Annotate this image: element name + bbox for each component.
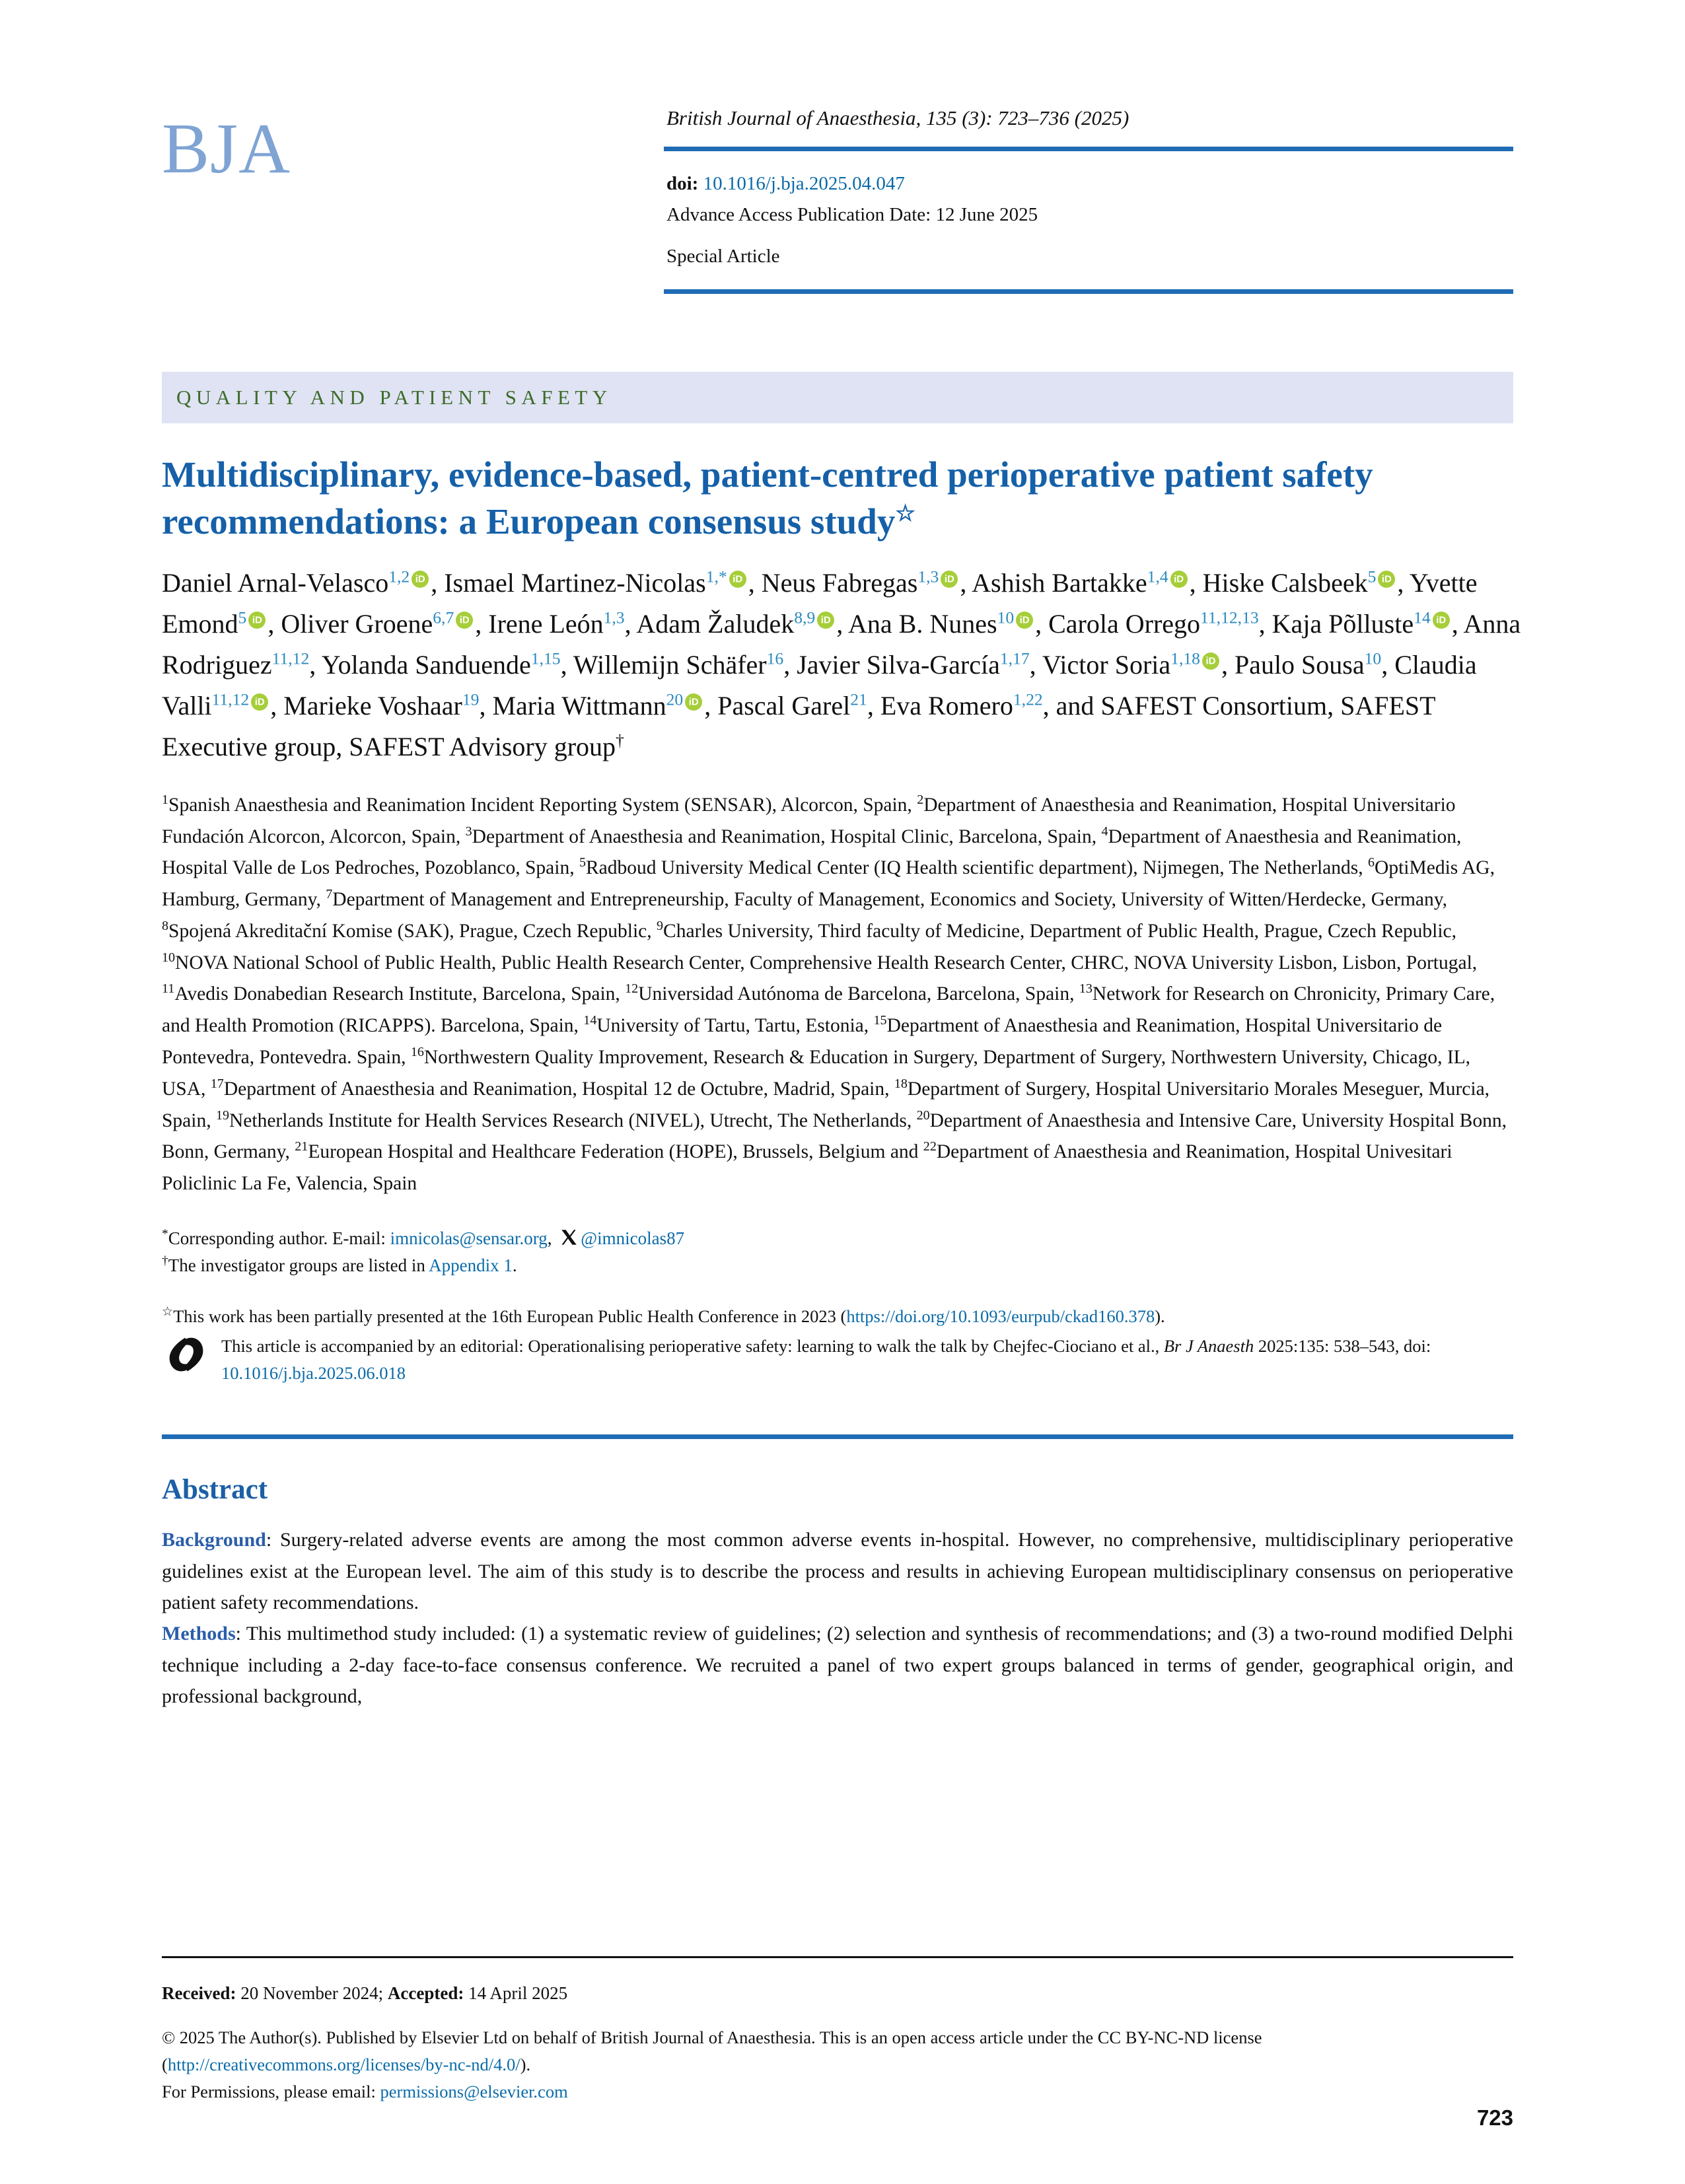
- author-separator: ,: [1381, 649, 1395, 680]
- author-name: Ashish Bartakke: [972, 567, 1147, 598]
- affiliation-marker: 17: [210, 1076, 224, 1091]
- author-entry: [636, 609, 848, 639]
- doi-link[interactable]: 10.1016/j.bja.2025.04.047: [703, 172, 905, 194]
- investigator-groups-line: [162, 1252, 1523, 1279]
- author-affiliation-marker: 21: [850, 689, 867, 709]
- author-entry: [492, 691, 717, 721]
- abstract-body: [162, 1524, 1513, 1712]
- affiliation-marker: 21: [295, 1139, 308, 1154]
- orcid-icon[interactable]: [251, 693, 268, 711]
- editorial-sentence: This article is accompanied by an editorial: Operationalising perioperative safety: learning to walk the talk by Chejfec-Ciociano et al.,: [221, 1336, 1164, 1356]
- author-name: Paulo Sousa: [1234, 649, 1365, 680]
- orcid-icon[interactable]: [1016, 612, 1033, 629]
- affiliation-marker: 4: [1101, 824, 1108, 839]
- author-name: Ana B. Nunes: [848, 608, 997, 639]
- linked-article-icon: [162, 1333, 209, 1382]
- section-category-label: QUALITY AND PATIENT SAFETY: [176, 385, 612, 409]
- author-separator: ,: [624, 608, 637, 639]
- abstract-background-label: Background: [162, 1529, 266, 1551]
- author-name: Maria Wittmann: [492, 690, 666, 721]
- affiliation-marker: 10: [162, 950, 176, 965]
- corresponding-author-label: Corresponding author. E-mail:: [168, 1228, 390, 1248]
- affiliation-marker: 19: [215, 1108, 229, 1123]
- author-affiliation-marker: 1,*: [705, 567, 727, 586]
- affiliation-marker: 8: [162, 919, 169, 934]
- author-name: Marieke Voshaar: [283, 690, 462, 721]
- journal-citation: British Journal of Anaesthesia, 135 (3): 723–736 (2025): [666, 106, 1129, 129]
- author-entry: [283, 691, 492, 721]
- header-rule-top: [664, 147, 1513, 151]
- author-entry: [322, 650, 573, 680]
- doi-label: doi:: [666, 172, 699, 194]
- editorial-journal-name: Br J Anaesth: [1163, 1336, 1254, 1356]
- author-separator: ,: [1451, 608, 1464, 639]
- copyright-line: © 2025 The Author(s). Published by Elsevier Ltd on behalf of British Journal of Anaesthesia. This is an open access article under the CC BY-NC-ND license: [162, 2027, 1262, 2047]
- author-entry: [762, 568, 972, 598]
- twitter-handle-link[interactable]: @imnicolas87: [581, 1228, 685, 1248]
- abstract-methods-text: : This multimethod study included: (1) a systematic review of guidelines; (2) selection and synthesis of recommendations; and (3) a two-round modified Delphi technique including a 2-day face-to-face consensus conference. We recruited a panel of two expert groups balanced in terms of gender, geographical origin, and professional background,: [162, 1623, 1513, 1708]
- author-affiliation-marker: 16: [766, 649, 784, 668]
- affiliation-marker: 18: [894, 1076, 908, 1091]
- author-name: Victor Soria: [1042, 649, 1171, 680]
- page-number: 723: [1476, 2105, 1513, 2130]
- article-title-text: Multidisciplinary, evidence-based, patient-centred perioperative patient safety recommendations: a European consensus study: [162, 454, 1373, 542]
- article-type: Special Article: [666, 245, 780, 267]
- license-link[interactable]: http://creativecommons.org/licenses/by-nc-nd/4.0/: [167, 2054, 520, 2074]
- copyright-block: [162, 2024, 1523, 2106]
- footer-divider: [162, 1956, 1513, 1958]
- affiliations-text: Spanish Anaesthesia and Reanimation Incident Reporting System (SENSAR), Alcorcon, Spain, $^2$Department of Anaesthesia and Reanimation, Hospital Universitario Fundación Alcorcon, Alcorcon, Spain, $^3$Department of Anaesthesia and Reanimation, Hospital Clinic, Barcelona, Spain, $^4$Department of Anaesthesia and Reanimation, Hospital Valle de Los Pedroches, Pozoblanco, Spain, $^5$Radboud University Medical Center (IQ Health scientific department), Nijmegen, The Netherlands, $^6$OptiMedis AG, Hamburg, Germany, $^7$Department of Management and Entrepreneurship, Faculty of Management, Economics and Society, University of Witten/Herdecke, Germany, $^8$Spojená Akreditační Komise (SAK), Prague, Czech Republic, $^9$Charles University, Third faculty of Medicine, Department of Public Health, Prague, Czech Republic, $^{10}$NOVA National School of Public Health, Public Health Research Center, Comprehensive Health Research Center, CHRC, NOVA University Lisbon, Lisbon, Portugal, $^{11}$Avedis Donabedian Research Institute, Barcelona, Spain, $^{12}$Universidad Autónoma de Barcelona, Barcelona, Spain, $^{13}$Network for Research on Chronicity, Primary Care, and Health Promotion (RICAPPS). Barcelona, Spain, $^{14}$University of Tartu, Tartu, Estonia, $^{15}$Department of Anaesthesia and Reanimation, Hospital Universitario de Pontevedra, Pontevedra. Spain, $^{16}$Northwestern Quality Improvement, Research & Education in Surgery, Department of Surgery, Northwestern University, Chicago, IL, USA, $^{17}$Department of Anaesthesia and Reanimation, Hospital 12 de Octubre, Madrid, Spain, $^{18}$Department of Surgery, Hospital Universitario Morales Meseguer, Murcia, Spain, $^{19}$Netherlands Institute for Health Services Research (NIVEL), Utrecht, The Netherlands, $^{20}$Department of Anaesthesia and Intensive Care, University Hospital Bonn, Bonn, Germany, $^{21}$European Hospital and Healthcare Federation (HOPE), Brussels, Belgium and $^{22}$Department of Anaesthesia and Reanimation, Hospital Univesitari Policlinic La Fe, Valencia, Spain: [162, 792, 1507, 1195]
- author-separator: ,: [479, 690, 493, 721]
- author-name: Kaja Põlluste: [1272, 608, 1414, 639]
- author-entry: [717, 691, 880, 721]
- presentation-note: [162, 1303, 1523, 1387]
- advance-access-date: Advance Access Publication Date: 12 June 2025: [666, 203, 1038, 225]
- orcid-icon[interactable]: [456, 612, 473, 629]
- author-affiliation-marker: 1,3: [603, 608, 625, 627]
- orcid-icon[interactable]: [685, 693, 702, 711]
- author-entry: [444, 568, 762, 598]
- accepted-label: Accepted:: [387, 1983, 464, 2003]
- author-entry: [281, 609, 488, 639]
- author-separator: ,: [748, 567, 762, 598]
- asterisk-icon: *: [162, 1226, 168, 1241]
- journal-meta: [664, 99, 1513, 294]
- investigator-groups-suffix: .: [512, 1255, 517, 1275]
- received-date: 20 November 2024;: [236, 1983, 388, 2003]
- author-affiliation-marker: 19: [462, 689, 480, 709]
- affiliation-marker: 20: [916, 1108, 930, 1123]
- affiliation-marker: 9: [657, 919, 664, 934]
- author-separator: ,: [1042, 690, 1056, 721]
- author-name: Claudia Valli: [162, 649, 1477, 721]
- author-affiliation-marker: 1,4: [1147, 567, 1168, 586]
- bja-logo: BJA: [162, 110, 291, 188]
- page-title: [162, 451, 1487, 546]
- corresponding-separator: ,: [547, 1228, 557, 1248]
- page-footer: [162, 1980, 1523, 2105]
- author-affiliation-marker: 1,18: [1170, 649, 1200, 668]
- author-entry: [162, 568, 444, 598]
- dagger-icon: †: [162, 1253, 168, 1268]
- affiliation-marker: 6: [1368, 855, 1375, 870]
- editorial-citation: 2025:135: 538–543, doi:: [1254, 1336, 1431, 1356]
- received-label: Received:: [162, 1983, 236, 2003]
- author-name: Ismael Martinez-Nicolas: [444, 567, 706, 598]
- author-entry: [1235, 650, 1394, 680]
- permissions-line: [162, 2078, 1523, 2105]
- author-affiliation-marker: 1,3: [917, 567, 939, 586]
- investigator-groups-label: The investigator groups are listed in: [168, 1255, 429, 1275]
- author-separator: ,: [270, 690, 284, 721]
- author-separator: ,: [1035, 608, 1049, 639]
- appendix-link[interactable]: Appendix 1: [429, 1255, 513, 1275]
- corresponding-author-line: [162, 1225, 1523, 1252]
- abstract-background: [162, 1524, 1513, 1618]
- author-affiliation-marker: 20: [666, 689, 684, 709]
- license-line: [162, 2051, 1523, 2078]
- consortium-footnote-marker: †: [616, 730, 624, 750]
- conference-doi-link[interactable]: https://doi.org/10.1093/eurpub/ckad160.378: [846, 1306, 1155, 1326]
- author-affiliation-marker: 1,15: [530, 649, 561, 668]
- author-separator: ,: [1029, 649, 1042, 680]
- author-entry: [1272, 609, 1464, 639]
- author-list: [162, 563, 1523, 767]
- orcid-icon[interactable]: [729, 571, 746, 588]
- orcid-icon[interactable]: [1170, 571, 1188, 588]
- permissions-email-link[interactable]: permissions@elsevier.com: [380, 2082, 568, 2102]
- header-rule-bottom: [664, 289, 1513, 294]
- author-entry: [573, 650, 797, 680]
- author-name: Carola Orrego: [1048, 608, 1201, 639]
- affiliation-marker: 3: [465, 824, 472, 839]
- orcid-icon[interactable]: [248, 612, 266, 629]
- masthead: [0, 0, 1685, 294]
- abstract-methods: [162, 1618, 1513, 1712]
- author-name: Yvette Emond: [162, 567, 1478, 639]
- author-affiliation-marker: 1,2: [388, 567, 410, 586]
- affiliations: [162, 790, 1510, 1200]
- author-separator: ,: [475, 608, 489, 639]
- open-star-icon: ☆: [162, 1305, 174, 1320]
- author-name: Javier Silva-García: [797, 649, 1000, 680]
- linked-editorial-note: [162, 1333, 1523, 1387]
- permissions-label: For Permissions, please email:: [162, 2082, 380, 2102]
- received-accepted-line: [162, 1980, 1523, 2007]
- author-affiliation-marker: 10: [997, 608, 1015, 627]
- author-entry: [1042, 650, 1235, 680]
- author-affiliation-marker: 11,12,13: [1200, 608, 1259, 627]
- orcid-icon[interactable]: [1378, 571, 1395, 588]
- author-entry: [848, 609, 1048, 639]
- orcid-icon[interactable]: [412, 571, 429, 588]
- author-affiliation-marker: 6,7: [433, 608, 454, 627]
- author-name: Neus Fabregas: [761, 567, 918, 598]
- author-separator: ,: [268, 608, 281, 639]
- affiliation-marker: 15: [873, 1013, 887, 1028]
- abstract-heading: Abstract: [162, 1474, 268, 1506]
- author-separator: ,: [783, 649, 797, 680]
- affiliation-marker: 2: [917, 792, 924, 807]
- license-paren-close: ).: [520, 2054, 531, 2074]
- affiliation-marker: 13: [1079, 981, 1093, 997]
- abstract-divider: [162, 1434, 1513, 1439]
- affiliation-marker: 16: [410, 1045, 424, 1060]
- affiliation-marker: 5: [579, 855, 586, 870]
- author-separator: ,: [1397, 567, 1410, 598]
- journal-meta-block: [664, 151, 1513, 289]
- author-affiliation-marker: 14: [1414, 608, 1431, 627]
- author-separator: ,: [867, 690, 880, 721]
- author-name: Oliver Groene: [281, 608, 433, 639]
- author-entry: [972, 568, 1203, 598]
- section-category-bar: [162, 372, 1513, 423]
- orcid-icon[interactable]: [1433, 612, 1450, 629]
- author-affiliation-marker: 5: [1367, 567, 1377, 586]
- author-entry: [880, 691, 1056, 721]
- x-twitter-icon[interactable]: [560, 1227, 578, 1245]
- author-separator: ,: [960, 567, 972, 598]
- abstract-methods-label: Methods: [162, 1623, 236, 1645]
- presented-at-text: This work has been partially presented at the 16th European Public Health Conference in 2023 (: [173, 1306, 847, 1326]
- license-paren-open: (: [162, 2054, 168, 2074]
- corresponding-email-link[interactable]: imnicolas@sensar.org: [390, 1228, 548, 1248]
- author-entry: [797, 650, 1042, 680]
- author-separator: ,: [704, 690, 718, 721]
- author-name: Eva Romero: [880, 690, 1013, 721]
- author-entry: [1203, 568, 1410, 598]
- author-separator: ,: [560, 649, 573, 680]
- affiliation-marker: 11: [162, 981, 175, 997]
- author-affiliation-marker: 1,17: [999, 649, 1030, 668]
- author-entry: [488, 609, 636, 639]
- consortium-names: and SAFEST Consortium, SAFEST Executive group, SAFEST Advisory group: [162, 690, 1435, 761]
- doi-line: [666, 168, 1513, 199]
- presented-at-suffix: ).: [1155, 1306, 1165, 1326]
- title-footnote-star-icon: ☆: [895, 501, 915, 526]
- editorial-doi-link[interactable]: 10.1016/j.bja.2025.06.018: [221, 1363, 406, 1384]
- orcid-icon[interactable]: [1202, 652, 1219, 670]
- abstract-background-text: : Surgery-related adverse events are among the most common adverse events in-hospital. However, no comprehensive, multidisciplinary perioperative guidelines exist at the European level. The aim of this study is to describe the process and results in achieving European multidisciplinary consensus on perioperative patient safety recommendations.: [162, 1529, 1513, 1613]
- affiliation-marker: 7: [326, 887, 333, 902]
- author-affiliation-marker: 10: [1364, 649, 1382, 668]
- author-name: Irene León: [488, 608, 604, 639]
- author-name: Pascal Garel: [717, 690, 851, 721]
- author-name: Daniel Arnal-Velasco: [162, 567, 389, 598]
- author-name: Hiske Calsbeek: [1202, 567, 1368, 598]
- author-name: Adam Žaludek: [636, 608, 795, 639]
- author-name: Yolanda Sanduende: [321, 649, 531, 680]
- author-affiliation-marker: 11,12: [211, 689, 250, 709]
- presented-at-line: [162, 1303, 1523, 1330]
- author-separator: ,: [309, 649, 322, 680]
- affiliation-marker: 12: [625, 981, 639, 997]
- author-affiliation-marker: 1,22: [1013, 689, 1043, 709]
- affiliation-marker-1: 1: [162, 792, 169, 807]
- author-name: Anna Rodriguez: [162, 608, 1521, 680]
- author-footnotes: [162, 1225, 1523, 1279]
- orcid-icon[interactable]: [817, 612, 834, 629]
- linked-editorial-text: [209, 1333, 1523, 1387]
- author-separator: ,: [431, 567, 445, 598]
- author-separator: ,: [1221, 649, 1235, 680]
- author-affiliation-marker: 11,12: [271, 649, 310, 668]
- accepted-date: 14 April 2025: [464, 1983, 568, 2003]
- author-entry: [1048, 609, 1272, 639]
- affiliation-marker: 14: [583, 1013, 597, 1028]
- author-separator: ,: [1258, 608, 1272, 639]
- author-separator: ,: [836, 608, 848, 639]
- author-separator: ,: [1189, 567, 1203, 598]
- author-affiliation-marker: 8,9: [794, 608, 816, 627]
- author-affiliation-marker: 5: [238, 608, 247, 627]
- author-name: Willemijn Schäfer: [573, 649, 767, 680]
- orcid-icon[interactable]: [941, 571, 958, 588]
- affiliation-marker: 22: [923, 1139, 937, 1154]
